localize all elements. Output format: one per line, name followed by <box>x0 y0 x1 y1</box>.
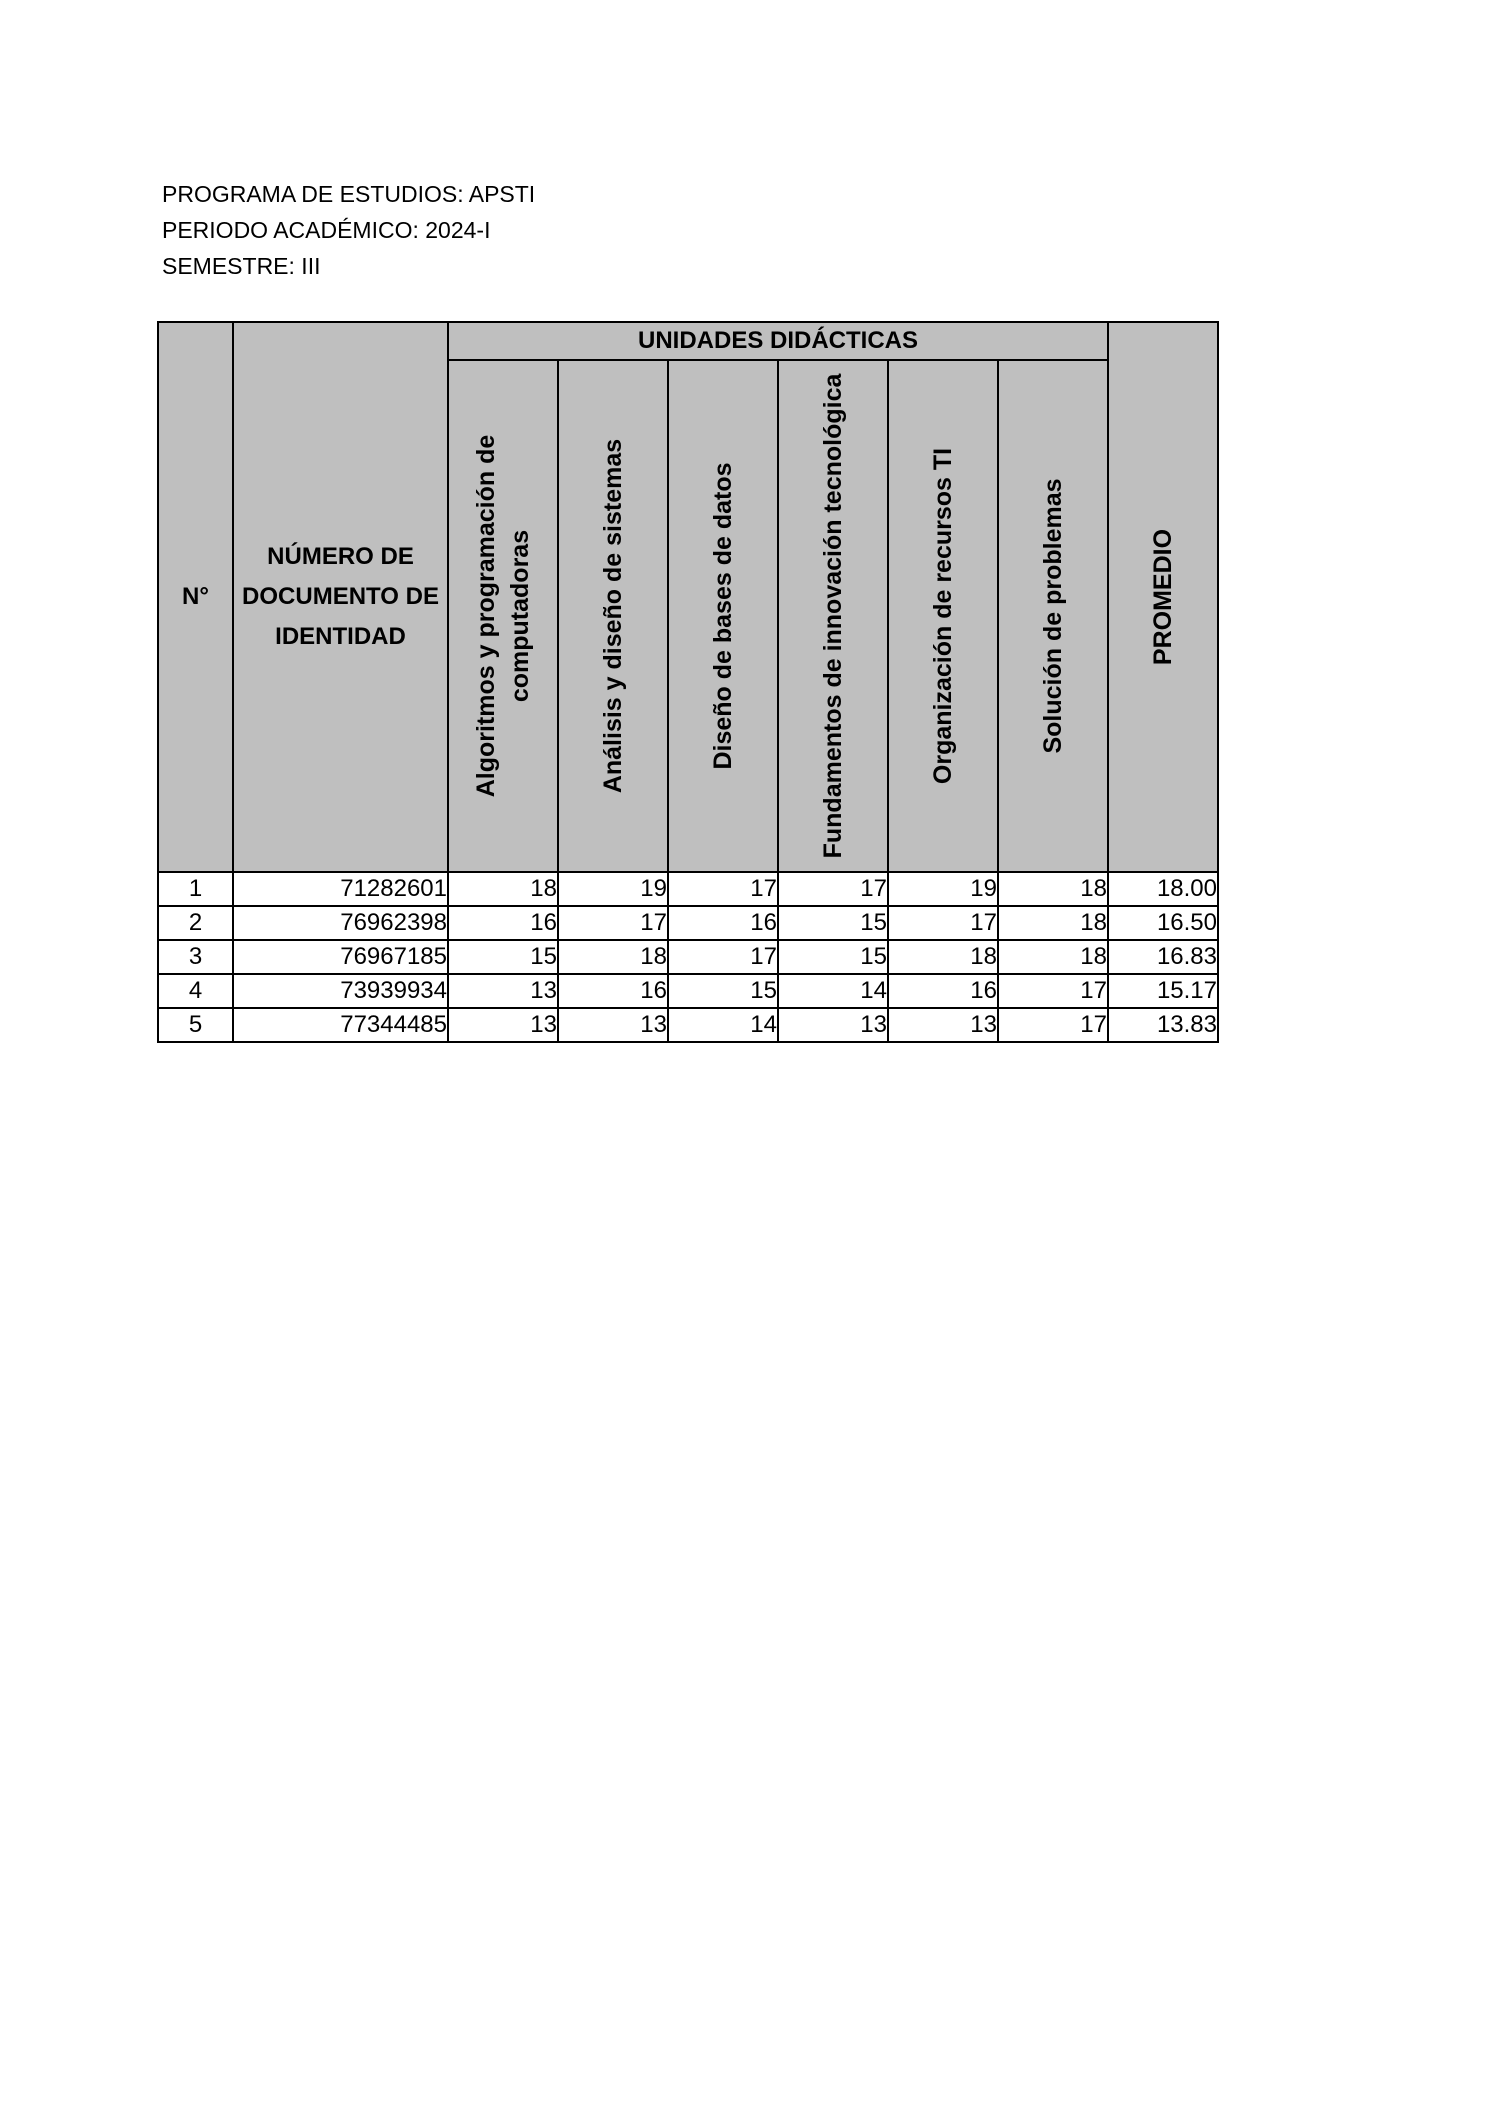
grade-cell: 16 <box>558 974 668 1008</box>
grade-cell: 15 <box>448 940 558 974</box>
grade-cell: 14 <box>668 1008 778 1042</box>
document-number: 76967185 <box>233 940 448 974</box>
grade-cell: 15 <box>778 906 888 940</box>
column-header-average-label: PROMEDIO <box>1149 528 1177 666</box>
grade-cell: 18 <box>558 940 668 974</box>
unit-header-label: Solución de problemas <box>1039 478 1067 754</box>
grade-cell: 15 <box>668 974 778 1008</box>
grade-cell: 17 <box>558 906 668 940</box>
average-cell: 18.00 <box>1108 872 1218 906</box>
grade-cell: 17 <box>998 974 1108 1008</box>
grade-cell: 18 <box>448 872 558 906</box>
row-number: 4 <box>158 974 233 1008</box>
grade-cell: 17 <box>668 940 778 974</box>
grade-cell: 19 <box>558 872 668 906</box>
average-cell: 13.83 <box>1108 1008 1218 1042</box>
unit-header-analisis <box>558 360 668 872</box>
unit-header-algoritmos <box>448 360 558 872</box>
unit-header-label: Diseño de bases de datos <box>709 462 737 770</box>
unit-header-label: Análisis y diseño de sistemas <box>599 438 627 794</box>
grade-cell: 13 <box>448 1008 558 1042</box>
document-number: 73939934 <box>233 974 448 1008</box>
grade-cell: 13 <box>778 1008 888 1042</box>
units-group-header: UNIDADES DIDÁCTICAS <box>448 322 1108 360</box>
average-cell: 16.50 <box>1108 906 1218 940</box>
average-cell: 16.83 <box>1108 940 1218 974</box>
table-row <box>158 974 1218 1008</box>
grade-cell: 18 <box>888 940 998 974</box>
grade-cell: 18 <box>998 940 1108 974</box>
row-number: 3 <box>158 940 233 974</box>
unit-header-label: Organización de recursos TI <box>929 447 957 785</box>
document-header <box>162 176 535 284</box>
document-number: 71282601 <box>233 872 448 906</box>
grade-cell: 16 <box>448 906 558 940</box>
column-header-document: NÚMERO DE DOCUMENTO DE IDENTIDAD <box>233 322 448 872</box>
table-row <box>158 940 1218 974</box>
grade-cell: 17 <box>668 872 778 906</box>
grade-cell: 18 <box>998 906 1108 940</box>
row-number: 5 <box>158 1008 233 1042</box>
row-number: 1 <box>158 872 233 906</box>
document-number: 77344485 <box>233 1008 448 1042</box>
grade-cell: 17 <box>998 1008 1108 1042</box>
grade-cell: 14 <box>778 974 888 1008</box>
unit-header-label: Fundamentos de innovación tecnológica <box>819 373 847 859</box>
unit-header-recursos-ti <box>888 360 998 872</box>
average-cell: 15.17 <box>1108 974 1218 1008</box>
program-line: PROGRAMA DE ESTUDIOS: APSTI <box>162 181 536 207</box>
unit-header-label: Algoritmos y programación de computadoras <box>472 434 534 798</box>
grade-cell: 16 <box>668 906 778 940</box>
document-number: 76962398 <box>233 906 448 940</box>
grades-table <box>157 321 1219 1043</box>
grade-cell: 19 <box>888 872 998 906</box>
grade-cell: 13 <box>448 974 558 1008</box>
grade-cell: 18 <box>998 872 1108 906</box>
grade-cell: 13 <box>558 1008 668 1042</box>
unit-header-bases-datos <box>668 360 778 872</box>
table-row <box>158 872 1218 906</box>
table-row <box>158 1008 1218 1042</box>
period-line: PERIODO ACADÉMICO: 2024-I <box>162 217 491 243</box>
grade-cell: 17 <box>888 906 998 940</box>
unit-header-problemas <box>998 360 1108 872</box>
grade-cell: 15 <box>778 940 888 974</box>
grade-cell: 17 <box>778 872 888 906</box>
table-row <box>158 906 1218 940</box>
semester-line: SEMESTRE: III <box>162 253 321 279</box>
column-header-average <box>1108 322 1218 872</box>
grade-cell: 13 <box>888 1008 998 1042</box>
column-header-number: N° <box>158 322 233 872</box>
row-number: 2 <box>158 906 233 940</box>
grade-cell: 16 <box>888 974 998 1008</box>
unit-header-innovacion <box>778 360 888 872</box>
